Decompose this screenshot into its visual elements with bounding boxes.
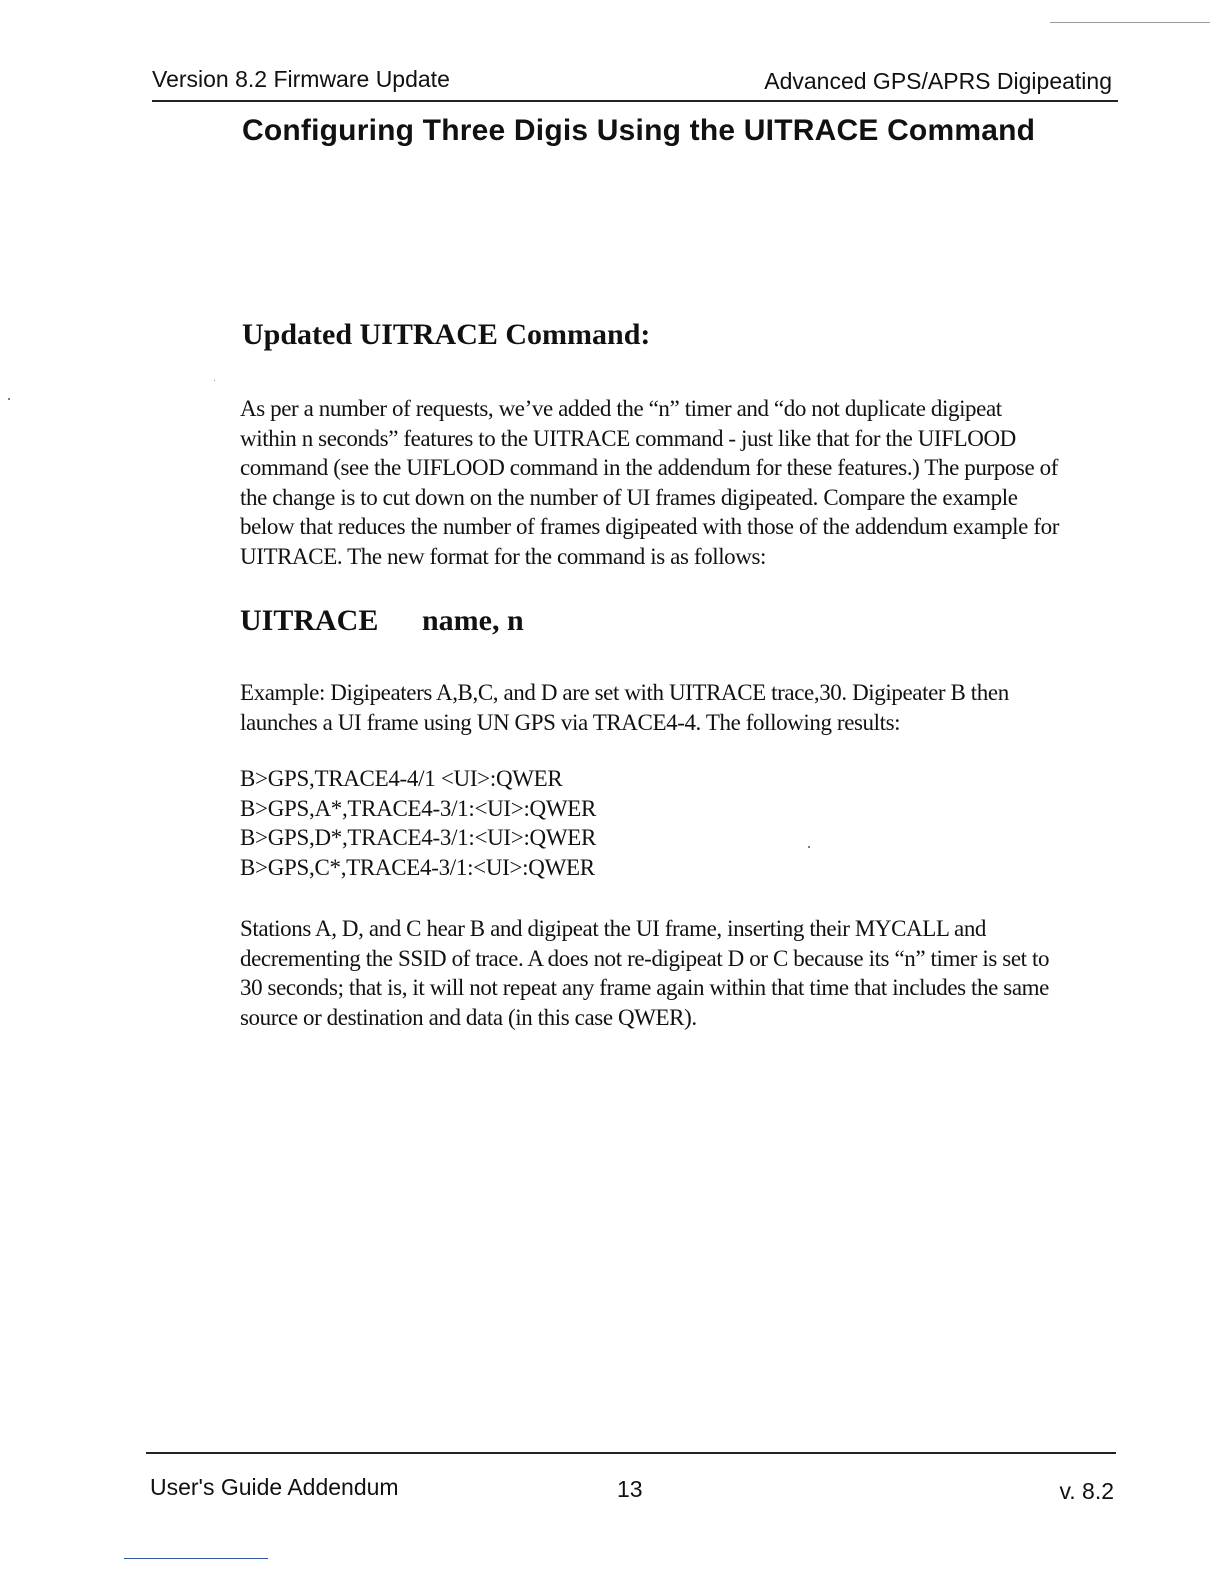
scan-speck: [8, 398, 10, 400]
header-right-text: Advanced GPS/APRS Digipeating: [764, 68, 1112, 94]
page-number: 13: [617, 1476, 643, 1502]
intro-line: within n seconds” features to the UITRACE command - just like that for the UIFLOOD: [240, 425, 1016, 451]
scan-speck: [214, 380, 215, 381]
scan-artifact-line: [124, 1558, 268, 1559]
explanation-line: 30 seconds; that is, it will not repeat any frame again within that time that includes the same: [240, 975, 1049, 1000]
intro-line: below that reduces the number of frames digipeated with those of the addendum example for: [240, 514, 1059, 539]
header-left-text: Version 8.2 Firmware Update: [152, 66, 450, 92]
intro-line: command (see the UIFLOOD command in the addendum for these features.) The purpose of: [240, 455, 1058, 480]
footer-left-text: User's Guide Addendum: [150, 1474, 399, 1500]
footer-rule: [146, 1452, 1116, 1454]
intro-line: As per a number of requests, we’ve added the “n” timer and “do not duplicate digipeat: [240, 396, 1002, 421]
trace-line: B>GPS,C*,TRACE4-3/1:<UI>:QWER: [240, 854, 595, 880]
page-header: [152, 64, 1118, 102]
trace-output: [240, 764, 596, 882]
scan-speck: [808, 846, 810, 848]
example-line: launches a UI frame using UN GPS via TRACE4-4. The following results:: [240, 709, 901, 735]
footer-version: v. 8.2: [1059, 1478, 1114, 1504]
scan-artifact-line: [1050, 22, 1210, 23]
explanation-paragraph: [240, 914, 1140, 1032]
example-line: Example: Digipeaters A,B,C, and D are set with UITRACE trace,30. Digipeater B then: [240, 680, 1009, 705]
command-syntax: [240, 604, 524, 638]
explanation-line: source or destination and data (in this case QWER).: [240, 1004, 697, 1030]
intro-line: the change is to cut down on the number of UI frames digipeated. Compare the example: [240, 484, 1018, 510]
explanation-line: decrementing the SSID of trace. A does not re-digipeat D or C because its “n” timer is set to: [240, 945, 1050, 971]
page-title: Configuring Three Digis Using the UITRACE Command: [242, 114, 1036, 147]
trace-line: B>GPS,TRACE4-4/1 <UI>:QWER: [240, 766, 563, 791]
explanation-line: Stations A, D, and C hear B and digipeat the UI frame, inserting their MYCALL and: [240, 916, 987, 941]
syntax-command: UITRACE: [240, 604, 379, 637]
intro-line: UITRACE. The new format for the command is as follows:: [240, 543, 767, 569]
trace-line: B>GPS,A*,TRACE4-3/1:<UI>:QWER: [240, 795, 597, 821]
example-paragraph: [240, 678, 1140, 737]
trace-line: B>GPS,D*,TRACE4-3/1:<UI>:QWER: [240, 825, 597, 850]
intro-paragraph: [240, 394, 1140, 571]
syntax-args: name, n: [422, 604, 524, 637]
section-heading: Updated UITRACE Command:: [242, 318, 651, 351]
